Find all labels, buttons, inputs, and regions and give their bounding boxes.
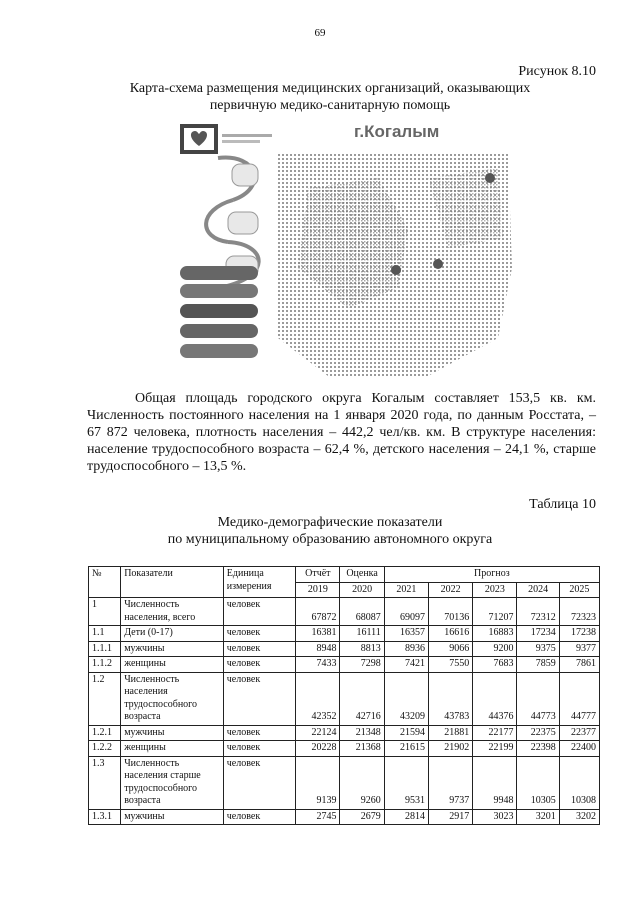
table-row	[89, 756, 600, 809]
row-unit: человек	[223, 672, 295, 725]
row-value: 7421	[384, 657, 428, 673]
row-value: 44773	[517, 672, 559, 725]
row-value: 3201	[517, 809, 559, 825]
header-forecast: Прогноз	[384, 567, 599, 583]
row-value: 44777	[559, 672, 599, 725]
row-value: 10308	[559, 756, 599, 809]
row-number: 1.3	[89, 756, 121, 809]
figure-label: Рисунок 8.10	[518, 64, 596, 79]
paragraph-text: Общая площадь городского округа Когалым составляет 153,5 кв. км. Численность постоянного населения на 1 января 2020 года, по данным Росстата, – 67 872 человека, плотность населения – 442,2 чел/кв. км. В структуре населения: население трудоспособного возраста – 62,4 %, детского населения – 24,1 %, старше трудоспособного – 13,5 %.	[87, 391, 596, 474]
row-value: 3023	[473, 809, 517, 825]
table-row	[89, 598, 600, 626]
table-row	[89, 626, 600, 642]
table-header-row	[89, 567, 600, 583]
row-unit: человек	[223, 741, 295, 757]
header-year: 2022	[428, 582, 472, 598]
row-value: 43783	[428, 672, 472, 725]
header-estimate: Оценка	[340, 567, 384, 583]
map-schematic	[178, 118, 516, 380]
map-city-label: г.Когалым	[354, 122, 440, 141]
row-number: 1	[89, 598, 121, 626]
table-title	[100, 514, 560, 548]
row-value: 17234	[517, 626, 559, 642]
row-value: 22400	[559, 741, 599, 757]
row-value: 8948	[296, 641, 340, 657]
row-value: 8936	[384, 641, 428, 657]
header-year: 2024	[517, 582, 559, 598]
row-value: 9737	[428, 756, 472, 809]
row-indicator: мужчины	[121, 641, 224, 657]
row-value: 7298	[340, 657, 384, 673]
row-indicator: женщины	[121, 657, 224, 673]
table-row	[89, 725, 600, 741]
page-number: 69	[314, 27, 326, 39]
row-value: 42716	[340, 672, 384, 725]
row-indicator: Численность населения старше трудоспособного возраста	[121, 756, 224, 809]
row-value: 67872	[296, 598, 340, 626]
row-value: 22124	[296, 725, 340, 741]
row-value: 8813	[340, 641, 384, 657]
map-marker-icon	[485, 173, 495, 183]
row-value: 71207	[473, 598, 517, 626]
row-value: 2814	[384, 809, 428, 825]
clinic-logo-icon	[182, 126, 272, 152]
row-value: 7550	[428, 657, 472, 673]
row-number: 1.2.1	[89, 725, 121, 741]
row-indicator: женщины	[121, 741, 224, 757]
row-unit: человек	[223, 626, 295, 642]
row-number: 1.2	[89, 672, 121, 725]
row-unit: человек	[223, 809, 295, 825]
row-number: 1.1	[89, 626, 121, 642]
row-value: 7433	[296, 657, 340, 673]
row-value: 20228	[296, 741, 340, 757]
row-value: 42352	[296, 672, 340, 725]
figure-title: Карта-схема размещения медицинских организаций, оказывающих первичную медико-санитарную помощь	[129, 81, 531, 113]
row-number: 1.1.2	[89, 657, 121, 673]
map-marker-icon	[391, 265, 401, 275]
row-value: 7861	[559, 657, 599, 673]
row-value: 44376	[473, 672, 517, 725]
row-unit: человек	[223, 756, 295, 809]
row-indicator: мужчины	[121, 725, 224, 741]
row-value: 17238	[559, 626, 599, 642]
row-unit: человек	[223, 641, 295, 657]
row-value: 68087	[340, 598, 384, 626]
row-value: 21902	[428, 741, 472, 757]
row-value: 70136	[428, 598, 472, 626]
demographics-table	[88, 566, 600, 825]
header-year: 2020	[340, 582, 384, 598]
row-value: 21348	[340, 725, 384, 741]
map-legend	[180, 266, 258, 358]
row-value: 72323	[559, 598, 599, 626]
row-value: 22377	[559, 725, 599, 741]
row-value: 22199	[473, 741, 517, 757]
row-value: 9139	[296, 756, 340, 809]
row-value: 2745	[296, 809, 340, 825]
row-unit: человек	[223, 657, 295, 673]
row-value: 21594	[384, 725, 428, 741]
table-row	[89, 741, 600, 757]
row-value: 21881	[428, 725, 472, 741]
row-value: 22375	[517, 725, 559, 741]
row-number: 1.1.1	[89, 641, 121, 657]
row-value: 21615	[384, 741, 428, 757]
row-value: 7859	[517, 657, 559, 673]
header-unit: Единица измерения	[223, 567, 295, 598]
row-value: 16381	[296, 626, 340, 642]
row-number: 1.3.1	[89, 809, 121, 825]
header-num: №	[89, 567, 121, 598]
header-year: 2023	[473, 582, 517, 598]
row-value: 43209	[384, 672, 428, 725]
row-number: 1.2.2	[89, 741, 121, 757]
row-value: 9200	[473, 641, 517, 657]
row-unit: человек	[223, 598, 295, 626]
row-value: 16616	[428, 626, 472, 642]
header-year: 2025	[559, 582, 599, 598]
row-indicator: Численность населения трудоспособного возраста	[121, 672, 224, 725]
map-svg	[178, 118, 516, 380]
header-year: 2019	[296, 582, 340, 598]
table-row	[89, 641, 600, 657]
row-value: 10305	[517, 756, 559, 809]
row-value: 9377	[559, 641, 599, 657]
row-value: 9260	[340, 756, 384, 809]
row-value: 9375	[517, 641, 559, 657]
table-title-line1: Медико-демографические показатели	[217, 515, 443, 530]
header-indicator: Показатели	[121, 567, 224, 598]
table-label: Таблица 10	[529, 497, 596, 512]
row-value: 2917	[428, 809, 472, 825]
header-year: 2021	[384, 582, 428, 598]
header-report: Отчёт	[296, 567, 340, 583]
table-row	[89, 657, 600, 673]
table-row	[89, 809, 600, 825]
table-body	[89, 598, 600, 825]
row-value: 9066	[428, 641, 472, 657]
row-value: 69097	[384, 598, 428, 626]
row-value: 9531	[384, 756, 428, 809]
row-indicator: Численность населения, всего	[121, 598, 224, 626]
row-value: 21368	[340, 741, 384, 757]
row-value: 16357	[384, 626, 428, 642]
row-unit: человек	[223, 725, 295, 741]
row-indicator: мужчины	[121, 809, 224, 825]
row-indicator: Дети (0-17)	[121, 626, 224, 642]
body-paragraph	[87, 390, 596, 475]
row-value: 72312	[517, 598, 559, 626]
row-value: 2679	[340, 809, 384, 825]
table-title-line2: по муниципальному образованию автономного округа	[167, 532, 493, 547]
row-value: 16883	[473, 626, 517, 642]
row-value: 9948	[473, 756, 517, 809]
table-row	[89, 672, 600, 725]
row-value: 7683	[473, 657, 517, 673]
row-value: 22177	[473, 725, 517, 741]
row-value: 16111	[340, 626, 384, 642]
map-marker-icon	[433, 259, 443, 269]
row-value: 22398	[517, 741, 559, 757]
row-value: 3202	[559, 809, 599, 825]
